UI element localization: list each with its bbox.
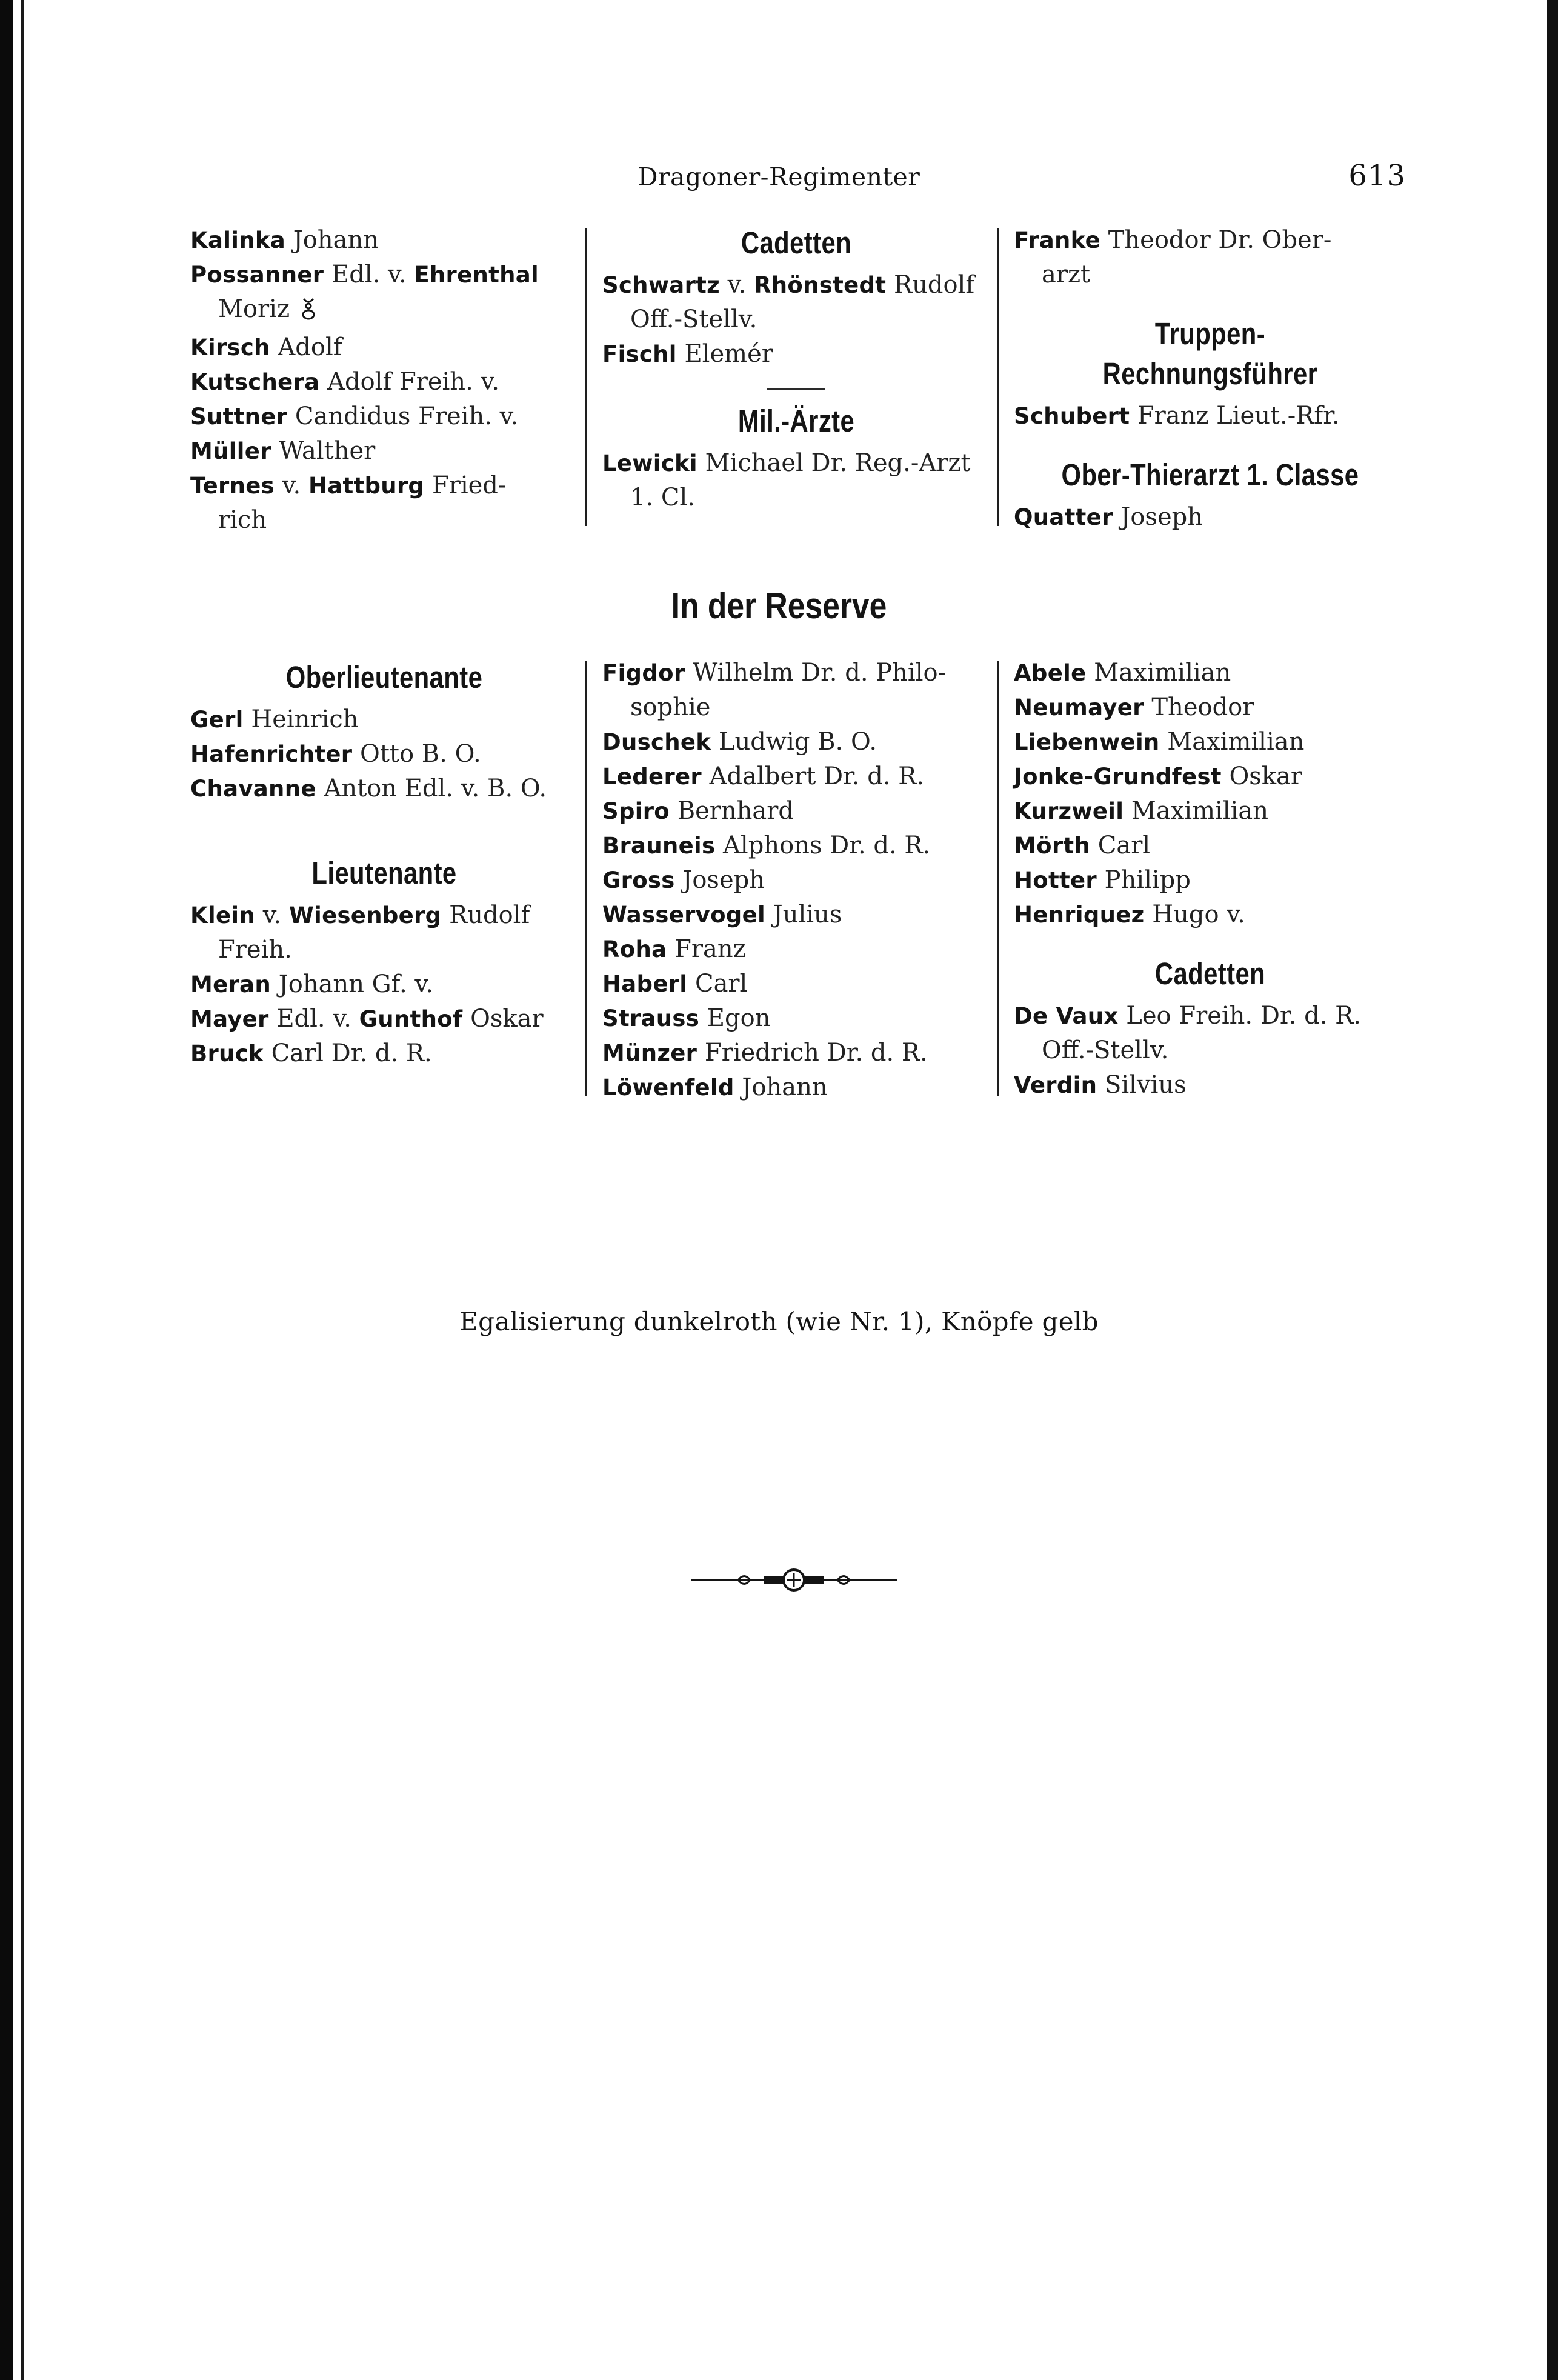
reserve-right-column	[1014, 656, 1407, 1102]
section-heading-cadetten: Cadetten	[741, 225, 852, 260]
list-item: Suttner Candidus Freih. v.	[190, 402, 519, 430]
reserve-middle-column	[602, 656, 990, 1105]
list-item: De Vaux Leo Freih. Dr. d. R. Off.-Stellv.	[1014, 1002, 1361, 1064]
list-item: Bruck Carl Dr. d. R.	[190, 1039, 432, 1067]
list-item: Strauss Egon	[602, 1004, 771, 1032]
list-item: Franke Theodor Dr. Ober- arzt	[1014, 226, 1332, 288]
section-heading-cadetten-reserve: Cadetten	[1154, 956, 1266, 991]
list-item: Brauneis Alphons Dr. d. R.	[602, 832, 931, 859]
list-item: Abele Maximilian	[1014, 659, 1231, 687]
scan-edge-left-inner	[21, 0, 24, 2380]
list-item: Possanner Edl. v. Ehrenthal Moriz	[190, 258, 578, 330]
scan-edge-left	[0, 0, 13, 2380]
column-divider	[997, 661, 999, 1096]
reserve-left-column	[190, 658, 578, 1071]
list-item: Hafenrichter Otto B. O.	[190, 740, 481, 768]
section-heading-rechnungsfuehrer: Truppen-Rechnungsführer	[1102, 316, 1318, 391]
order-decoration-icon	[301, 296, 316, 330]
list-item: Lewicki Michael Dr. Reg.-Arzt 1. Cl.	[602, 449, 971, 512]
list-item: Duschek Ludwig B. O.	[602, 728, 877, 756]
list-item: Fischl Elemér	[602, 340, 773, 368]
list-item: Ternes v. Hattburg Fried- rich	[190, 472, 507, 534]
list-item: Liebenwein Maximilian	[1014, 728, 1305, 756]
section-heading-oberlieutenante: Oberlieutenante	[285, 660, 483, 695]
column-divider	[585, 228, 587, 526]
section-heading-ober-thierarzt: Ober-Thierarzt 1. Classe	[1061, 458, 1359, 492]
list-item: Gerl Heinrich	[190, 705, 359, 733]
list-item: Münzer Friedrich Dr. d. R.	[602, 1039, 928, 1067]
list-item: Lederer Adalbert Dr. d. R.	[602, 762, 925, 790]
list-item: Klein v. Wiesenberg Rudolf Freih.	[190, 901, 530, 964]
list-item: Quatter Joseph	[1014, 503, 1203, 531]
list-item: Gross Joseph	[602, 866, 765, 894]
list-item: Haberl Carl	[602, 970, 748, 998]
list-item: Spiro Bernhard	[602, 797, 794, 825]
list-item: Chavanne Anton Edl. v. B. O.	[190, 775, 547, 802]
list-item: Kurzweil Maximilian	[1014, 797, 1268, 825]
list-item: Henriquez Hugo v.	[1014, 901, 1245, 928]
column-divider	[585, 661, 587, 1096]
list-item: Kirsch Adolf	[190, 333, 342, 361]
list-item: Meran Johann Gf. v.	[190, 970, 433, 998]
list-item: Müller Walther	[190, 437, 376, 465]
list-item: Mayer Edl. v. Gunthof Oskar	[190, 1005, 544, 1033]
section-heading-lieutenante: Lieutenante	[311, 856, 457, 890]
list-item: Kutschera Adolf Freih. v.	[190, 368, 500, 396]
list-item: Löwenfeld Johann	[602, 1073, 828, 1101]
list-item: Roha Franz	[602, 935, 746, 963]
list-item: Figdor Wilhelm Dr. d. Philo- sophie	[602, 659, 947, 721]
list-item: Neumayer Theodor	[1014, 693, 1254, 721]
list-item: Wasservogel Julius	[602, 901, 842, 928]
section-heading-mil-aerzte: Mil.-Ärzte	[737, 404, 855, 438]
list-item: Hotter Philipp	[1014, 866, 1191, 894]
uniform-footnote: Egalisierung dunkelroth (wie Nr. 1), Knöpfe gelb	[459, 1307, 1099, 1336]
running-title: Dragoner-Regimenter	[638, 162, 920, 192]
list-item: Verdin Silvius	[1014, 1071, 1187, 1099]
list-item: Mörth Carl	[1014, 832, 1151, 859]
top-right-column	[1014, 223, 1407, 535]
decorative-tailpiece-icon	[691, 1565, 897, 1595]
list-item: Kalinka Johann	[190, 226, 379, 254]
column-divider	[997, 228, 999, 526]
top-left-column	[190, 223, 578, 538]
list-item: Schubert Franz Lieut.-Rfr.	[1014, 402, 1340, 430]
scan-edge-right	[1547, 0, 1558, 2380]
list-item: Jonke-Grundfest Oskar	[1014, 762, 1303, 790]
top-middle-column	[602, 223, 990, 515]
section-divider	[767, 388, 825, 390]
page-number: 613	[1348, 159, 1406, 193]
list-item: Schwartz v. Rhönstedt Rudolf Off.-Stellv.	[602, 271, 975, 333]
section-title-reserve: In der Reserve	[671, 585, 887, 626]
